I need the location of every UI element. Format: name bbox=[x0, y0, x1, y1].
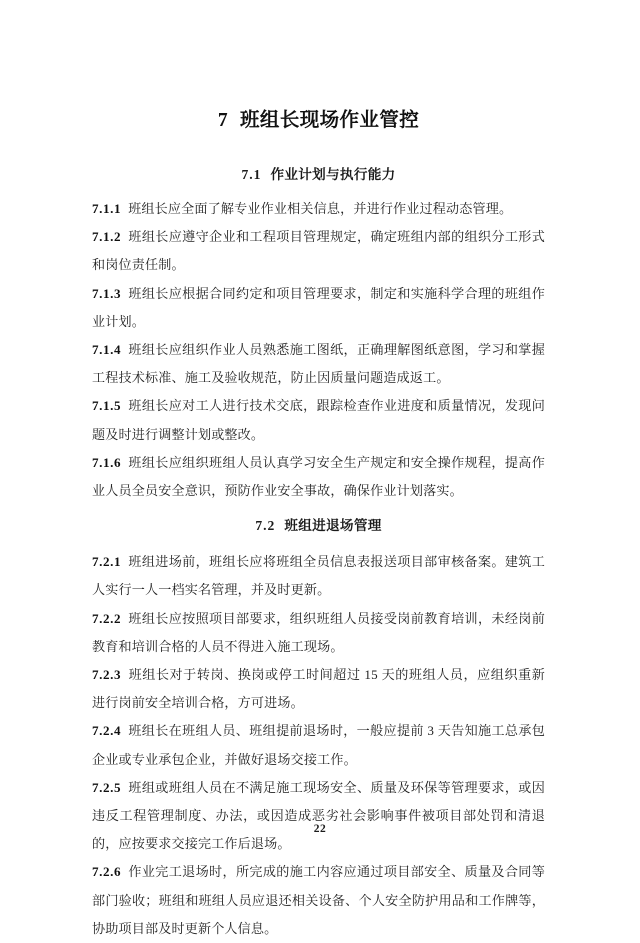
clause-number: 7.2.5 bbox=[92, 779, 122, 795]
clause-text: 班组或班组人员在不满足施工现场安全、质量及环保等管理要求，或因违反工程管理制度、办法，或因造成恶劣社会影响事件被项目部处罚和清退的，应按要求交接完工作后退场。 bbox=[92, 779, 545, 852]
section-heading-7-2 bbox=[92, 505, 545, 536]
clause-text: 班组进场前，班组长应将班组全员信息表报送项目部审核备案。建筑工人实行一人一档实名管理，并及时更新。 bbox=[92, 554, 545, 598]
clause-7-2-6 bbox=[92, 858, 545, 943]
section-title-text: 班组进退场管理 bbox=[284, 518, 382, 534]
clause-7-1-6 bbox=[92, 449, 545, 505]
clause-number: 7.1.6 bbox=[92, 454, 122, 470]
clause-7-1-2 bbox=[92, 223, 545, 279]
clause-7-1-4 bbox=[92, 336, 545, 392]
clause-number: 7.1.5 bbox=[92, 398, 122, 414]
clause-text: 班组长应对工人进行技术交底，跟踪检查作业进度和质量情况，发现问题及时进行调整计划或整改。 bbox=[92, 398, 545, 442]
section-number: 7.2 bbox=[255, 518, 276, 534]
clause-number: 7.2.1 bbox=[92, 554, 122, 570]
clause-text: 班组长应遵守企业和工程项目管理规定，确定班组内部的组织分工形式和岗位责任制。 bbox=[92, 229, 545, 273]
clause-group-7-2 bbox=[92, 536, 545, 943]
clause-number: 7.2.4 bbox=[92, 723, 122, 739]
section-title-text: 作业计划与执行能力 bbox=[270, 167, 396, 182]
clause-7-1-3 bbox=[92, 280, 545, 336]
clause-number: 7.1.2 bbox=[92, 229, 122, 245]
clause-group-7-1 bbox=[92, 183, 545, 505]
clause-7-2-3 bbox=[92, 661, 545, 717]
clause-number: 7.2.6 bbox=[92, 864, 122, 880]
section-heading-7-1 bbox=[92, 132, 545, 183]
clause-text: 作业完工退场时，所完成的施工内容应通过项目部安全、质量及合同等部门验收；班组和班组人员应退还相关设备、个人安全防护用品和工作牌等，协助项目部及时更新个人信息。 bbox=[92, 864, 545, 936]
clause-text: 班组长应根据合同约定和项目管理要求，制定和实施科学合理的班组作业计划。 bbox=[92, 285, 545, 329]
page-number: 22 bbox=[313, 823, 327, 835]
clause-text: 班组长对于转岗、换岗或停工时间超过 15 天的班组人员，应组织重新进行岗前安全培训合格，方可进场。 bbox=[92, 667, 545, 711]
page-content bbox=[92, 0, 545, 943]
clause-text: 班组长应全面了解专业作业相关信息，并进行作业过程动态管理。 bbox=[128, 201, 513, 216]
clause-7-2-5 bbox=[92, 774, 545, 859]
clause-number: 7.1.3 bbox=[92, 285, 122, 301]
clause-text: 班组长应组织班组人员认真学习安全生产规定和安全操作规程，提高作业人员全员安全意识，预防作业安全事故，确保作业计划落实。 bbox=[92, 454, 545, 499]
section-number: 7.1 bbox=[241, 167, 262, 182]
chapter-heading bbox=[92, 0, 545, 132]
clause-number: 7.1.4 bbox=[92, 342, 122, 358]
clause-text: 班组长应按照项目部要求，组织班组人员接受岗前教育培训，未经岗前教育和培训合格的人员不得进入施工现场。 bbox=[92, 610, 545, 654]
clause-7-2-2 bbox=[92, 605, 545, 661]
chapter-number: 7 bbox=[217, 110, 229, 131]
clause-text: 班组长应组织作业人员熟悉施工图纸，正确理解图纸意图，学习和掌握工程技术标准、施工及验收规范，防止因质量问题造成返工。 bbox=[92, 342, 545, 386]
clause-7-1-1 bbox=[92, 195, 545, 223]
clause-text: 班组长在班组人员、班组提前退场时，一般应提前 3 天告知施工总承包企业或专业承包企业，并做好退场交接工作。 bbox=[92, 723, 545, 767]
clause-number: 7.1.1 bbox=[92, 201, 122, 216]
clause-7-1-5 bbox=[92, 392, 545, 448]
clause-7-2-1 bbox=[92, 548, 545, 604]
chapter-title-text: 班组长现场作业管控 bbox=[240, 110, 420, 131]
clause-number: 7.2.3 bbox=[92, 667, 122, 683]
clause-7-2-4 bbox=[92, 717, 545, 773]
clause-number: 7.2.2 bbox=[92, 610, 122, 626]
